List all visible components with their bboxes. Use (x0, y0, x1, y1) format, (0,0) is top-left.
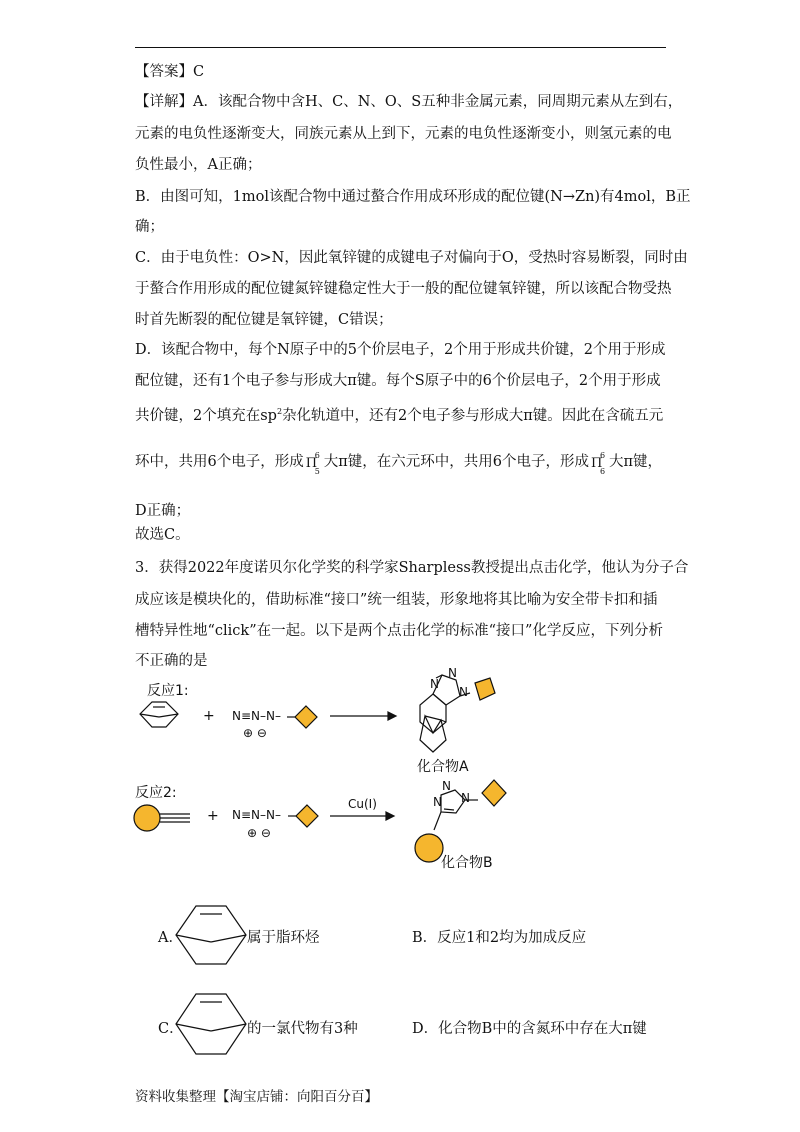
detail-d-line3: 共价键，2个填充在$sp^2$杂化轨道中，还有2个电子参与形成大π键。因此在含硫五元 (135, 407, 664, 424)
conclusion-line: 故选C。 (135, 527, 190, 543)
detail-d-line5: D正确； (135, 503, 191, 519)
option-b-text: B．反应1和2均为加成反应 (412, 930, 587, 946)
detail-d-line2: 配位键，还有1个电子参与形成大π键。每个S原子中的6个价层电子，2个用于形成 (135, 373, 661, 389)
detail-c-line3: 时首先断裂的配位键是氧锌键，C错误； (135, 312, 393, 328)
pi-6-6-symbol: Π 6 6 (591, 451, 606, 476)
option-a-text: 属于脂环烃 (247, 930, 320, 946)
compound-a-label: 化合物A (417, 759, 469, 775)
pi-5-6-symbol: Π 6 5 (305, 451, 320, 476)
question-line3: 槽特异性地“click”在一起。以下是两个点击化学的标准“接口”化学反应，下列分析 (135, 623, 663, 639)
detail-a-line1: 【详解】A．该配合物中含H、C、N、O、S五种非金属元素，同周期元素从左到右， (135, 94, 683, 110)
answer-line: 【答案】C (135, 64, 205, 80)
plus-sign-2: + (207, 808, 219, 824)
azide-charges-r2: ⊕ ⊖ (247, 826, 271, 840)
n-atom-a2: N (430, 677, 439, 691)
option-c-label: C． (158, 1021, 184, 1037)
n-atom-b1: N (442, 779, 451, 793)
question-line4: 不正确的是 (135, 653, 208, 669)
detail-a-line3: 负性最小，A正确； (135, 157, 262, 173)
option-c-norbornene (176, 994, 246, 1054)
detail-d-line4: 环中，共用6个电子，形成 Π 6 5 大π键，在六元环中，共用6个电子，形成 Π 6 6 大π键， (135, 451, 663, 476)
azide-r2: N≡N–N– (232, 808, 281, 822)
question-line1: 3．获得2022年度诺贝尔化学奖的科学家Sharpless教授提出点击化学，他认为分子合 (135, 560, 689, 576)
question-line2: 成应该是模块化的，借助标准“接口”统一组装，形象地将其比喻为安全带卡扣和插 (135, 592, 658, 608)
footer-text: 资料收集整理【淘宝店铺：向阳百分百】 (135, 1089, 378, 1105)
detail-b-line2: 确； (135, 219, 164, 235)
option-a-norbornene (176, 906, 246, 964)
detail-b-line1: B．由图可知，1mol该配合物中通过螯合作用成环形成的配位键(N→Zn)有4mol，B正 (135, 189, 691, 205)
detail-c-line2: 于螯合作用形成的配位键氮锌键稳定性大于一般的配位键氧锌键，所以该配合物受热 (135, 281, 672, 297)
detail-c-line1: C．由于电负性：O>N，因此氧锌键的成键电子对偏向于O，受热时容易断裂，同时由 (135, 250, 688, 266)
option-a-label: A． (158, 930, 183, 946)
catalyst-label: Cu(I) (348, 797, 377, 811)
azide-r1: N≡N–N– (232, 709, 281, 723)
n-atom-b3: N (461, 791, 470, 805)
reaction1-label: 反应1: (147, 683, 189, 699)
option-d-text: D．化合物B中的含氮环中存在大π键 (412, 1021, 647, 1037)
norbornene-structure (140, 702, 178, 727)
compound-b-label: 化合物B (441, 855, 493, 871)
option-c-text: 的一氯代物有3种 (247, 1021, 358, 1037)
reaction2-label: 反应2: (135, 785, 177, 801)
detail-a-line2: 元素的电负性逐渐变大，同族元素从上到下，元素的电负性逐渐变小，则氢元素的电 (135, 126, 672, 142)
n-atom-a3: N (459, 685, 468, 699)
azide-charges-r1: ⊕ ⊖ (243, 726, 267, 740)
detail-d-line1: D．该配合物中，每个N原子中的5个价层电子，2个用于形成共价键，2个用于形成 (135, 342, 666, 358)
n-atom-b2: N (433, 795, 442, 809)
plus-sign-1: + (203, 708, 215, 724)
n-atom-a1: N (448, 666, 457, 680)
